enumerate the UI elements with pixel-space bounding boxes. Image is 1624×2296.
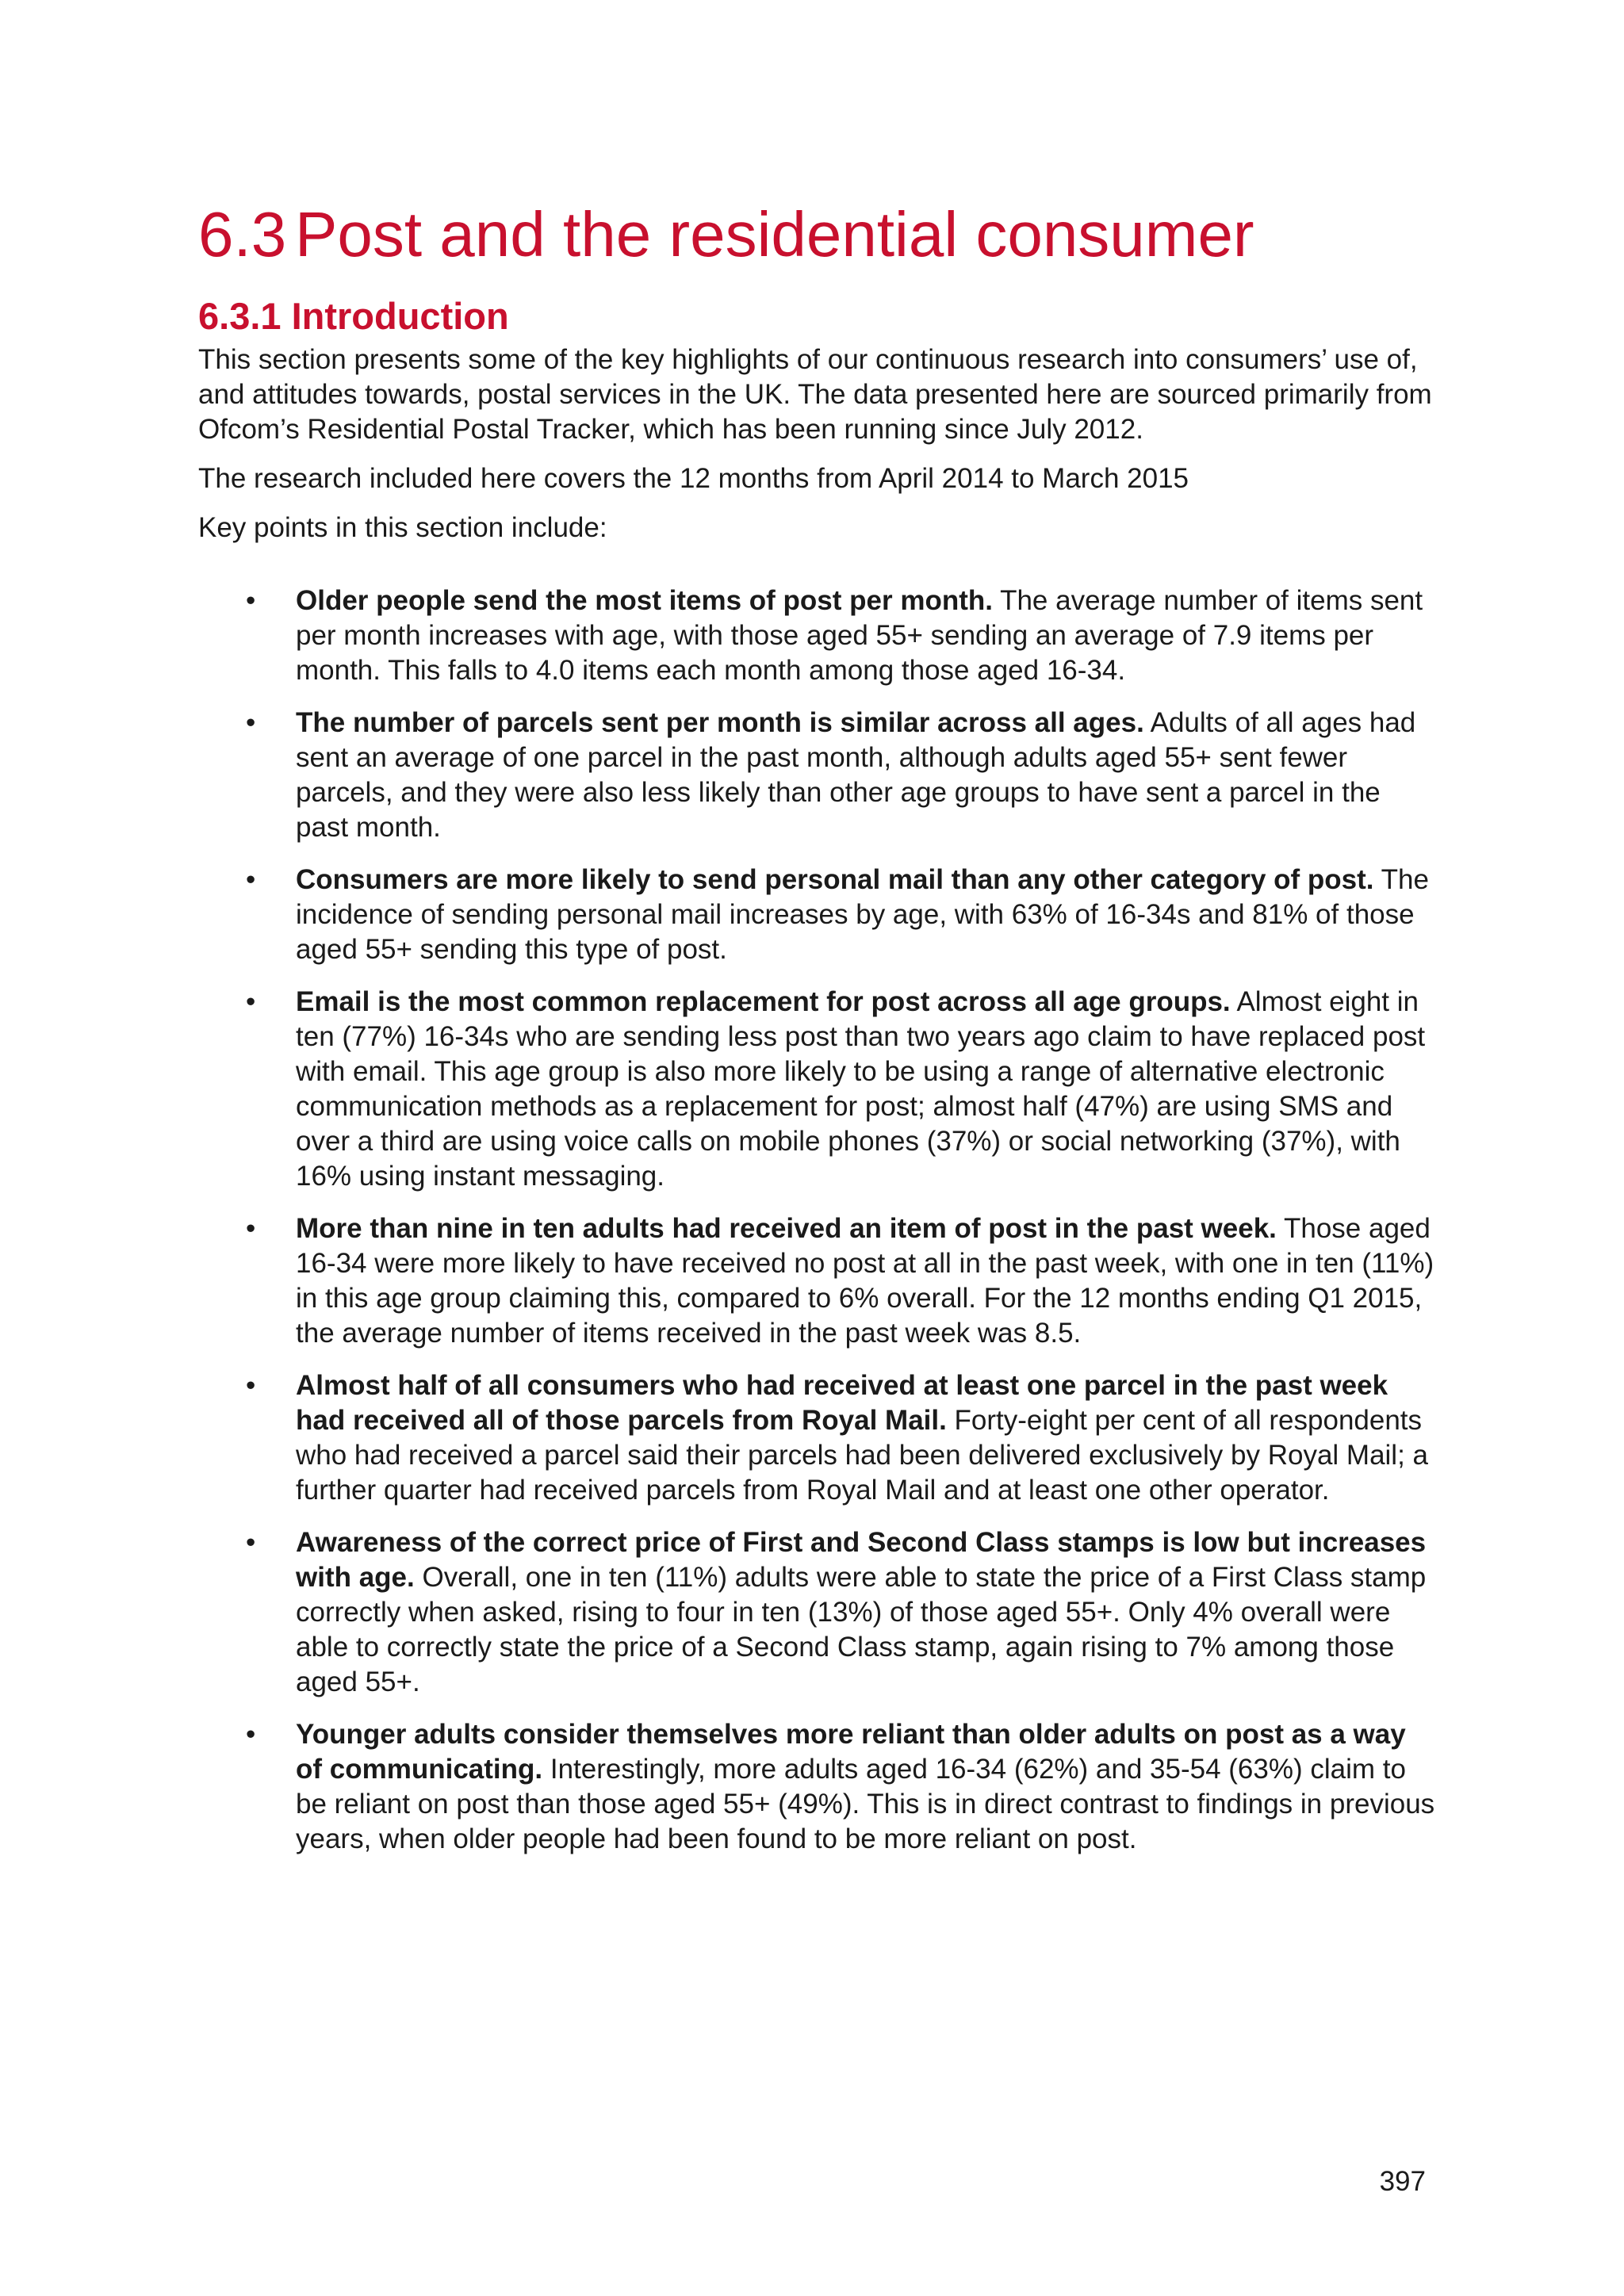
key-point-text: Almost eight in ten (77%) 16-34s who are sending less post than two years ago claim to have replaced post with email. This age group is also more likely to be using a range of alternative electronic communication methods as a replacement for post; almost half (47%) are using SMS and over a third are using voice calls on mobile phones (37%) or social networking (37%), with 16% using instant messaging. — [296, 986, 1426, 1192]
key-points-intro: Key points in this section include: — [198, 512, 607, 543]
bullet-icon: • — [246, 1370, 256, 1401]
list-item — [198, 1525, 1435, 1700]
document-page — [198, 190, 1435, 1874]
key-point-text: Those aged 16-34 were more likely to have received no post at all in the past week, with one in ten (11%) in this age group claiming this, compared to 6% overall. For the 12 months ending Q1 2015, the average number of items received in the past week was 8.5. — [296, 1213, 1434, 1349]
key-point-lead: The number of parcels sent per month is similar across all ages. — [296, 707, 1144, 738]
chapter-title — [198, 190, 1435, 279]
bullet-icon: • — [246, 707, 256, 738]
intro-paragraph: This section presents some of the key highlights of our continuous research into consumers’ use of, and attitudes towards, postal services in the UK. The data presented here are sourced primarily from Ofcom’s Residential Postal Tracker, which has been running since July 2012. — [198, 344, 1432, 445]
research-period-paragraph: The research included here covers the 12 months from April 2014 to March 2015 — [198, 463, 1189, 494]
list-item — [198, 863, 1435, 967]
section-heading: 6.3.1 Introduction — [198, 295, 509, 337]
chapter-number: 6.3 — [198, 199, 287, 270]
list-item — [198, 706, 1435, 845]
key-point-text: Adults of all ages had sent an average of one parcel in the past month, although adults aged 55+ sent fewer parcels, and they were also less likely than other age groups to have sent a parcel in the past month. — [296, 707, 1416, 843]
key-points-list — [198, 584, 1435, 1857]
chapter-title-text: Post and the residential consumer — [295, 199, 1254, 270]
bullet-icon: • — [246, 585, 256, 616]
list-item — [198, 1368, 1435, 1508]
bullet-icon: • — [246, 1213, 256, 1244]
key-point-text: Interestingly, more adults aged 16-34 (62%) and 35-54 (63%) claim to be reliant on post than those aged 55+ (49%). This is in direct contrast to findings in previous years, when older people had been found to be more reliant on post. — [296, 1754, 1435, 1854]
key-point-lead: Younger adults consider themselves more reliant than older adults on post as a way of communicating. — [296, 1719, 1406, 1785]
list-item — [198, 1717, 1435, 1857]
key-point-text: Overall, one in ten (11%) adults were able to state the price of a First Class stamp correctly when asked, rising to four in ten (13%) of those aged 55+. Only 4% overall were able to correctly state the price of a Second Class stamp, again rising to 7% among those aged 55+. — [296, 1562, 1427, 1697]
list-item — [198, 584, 1435, 688]
key-point-text: Forty-eight per cent of all respondents who had received a parcel said their parcels had been delivered exclusively by Royal Mail; a further quarter had received parcels from Royal Mail and at least one other operator. — [296, 1405, 1428, 1506]
key-point-lead: Consumers are more likely to send personal mail than any other category of post. — [296, 864, 1374, 895]
key-point-lead: More than nine in ten adults had received an item of post in the past week. — [296, 1213, 1277, 1244]
key-point-lead: Older people send the most items of post per month. — [296, 585, 993, 616]
list-item — [198, 1211, 1435, 1351]
key-point-lead: Email is the most common replacement for post across all age groups. — [296, 986, 1231, 1017]
page-number: 397 — [1379, 2166, 1426, 2197]
key-point-lead: Awareness of the correct price of First and Second Class stamps is low but increases with age. — [296, 1527, 1427, 1593]
bullet-icon: • — [246, 864, 256, 895]
key-point-text: The incidence of sending personal mail increases by age, with 63% of 16-34s and 81% of those aged 55+ sending this type of post. — [296, 864, 1429, 965]
bullet-icon: • — [246, 986, 256, 1017]
key-point-lead: Almost half of all consumers who had received at least one parcel in the past week had received all of those parcels from Royal Mail. — [296, 1370, 1388, 1436]
list-item — [198, 985, 1435, 1194]
key-point-text: The average number of items sent per month increases with age, with those aged 55+ sending an average of 7.9 items per month. This falls to 4.0 items each month among those aged 16-34. — [296, 585, 1423, 686]
bullet-icon: • — [246, 1719, 256, 1750]
bullet-icon: • — [246, 1527, 256, 1558]
